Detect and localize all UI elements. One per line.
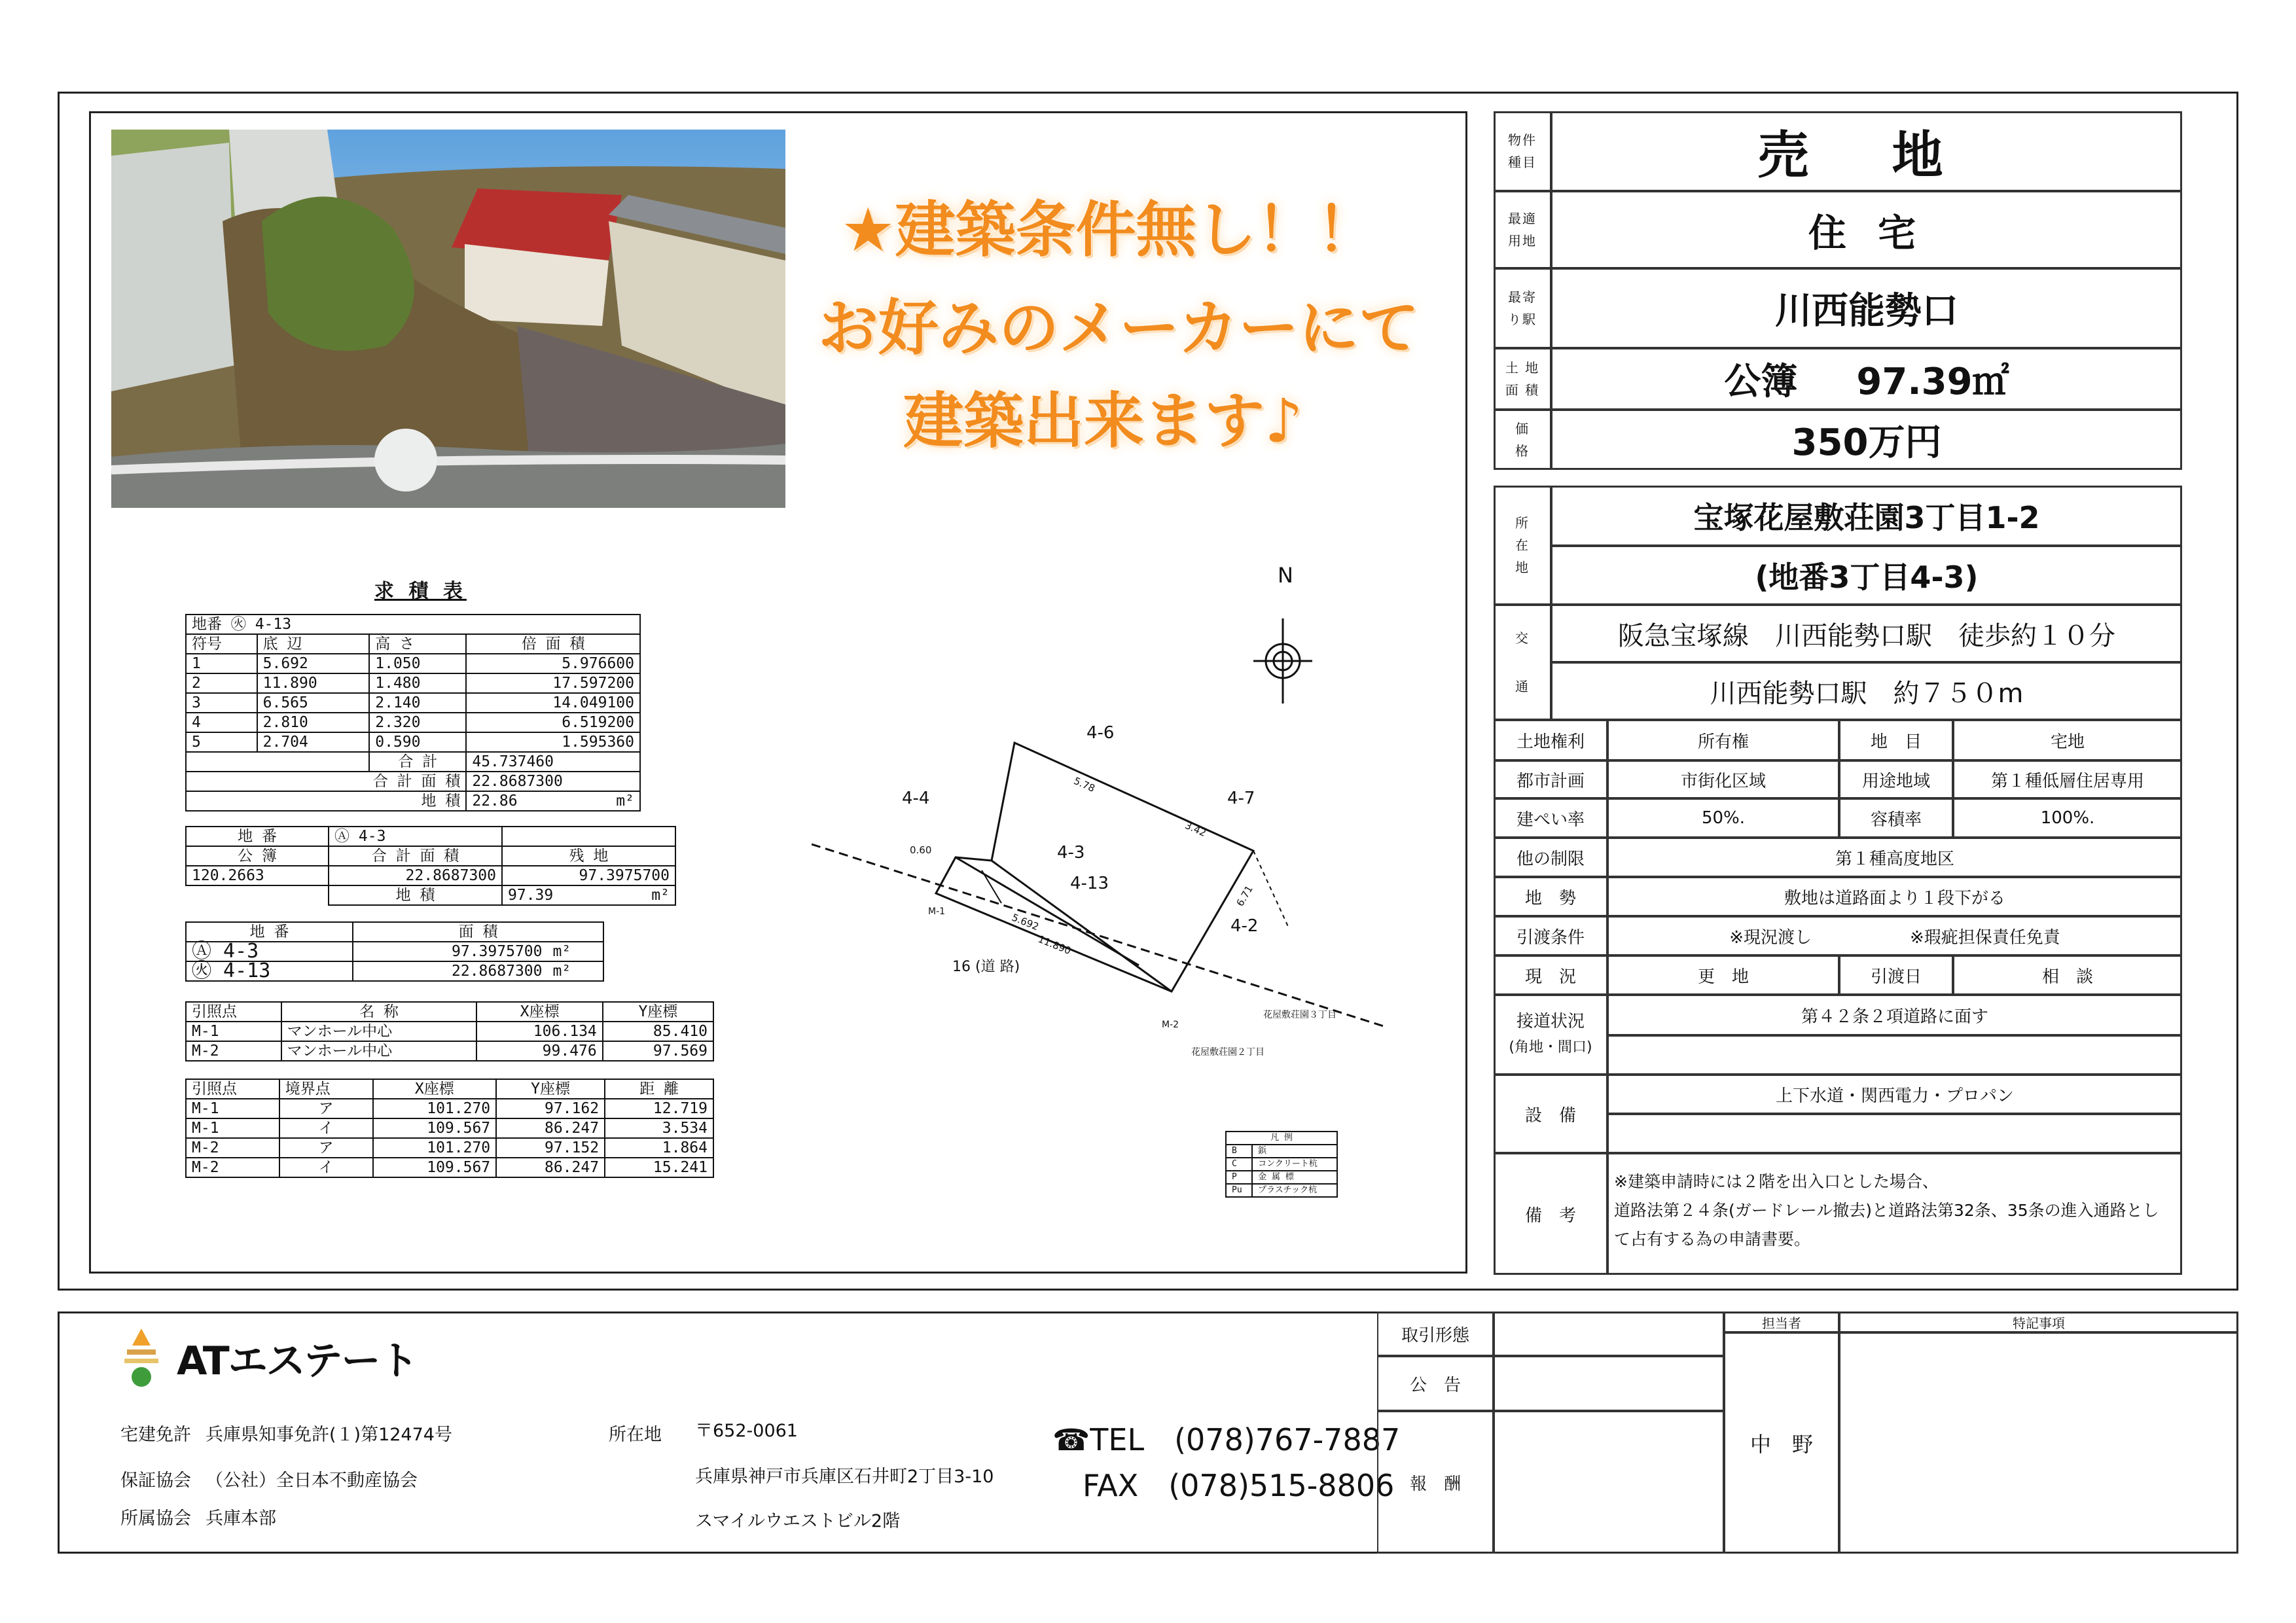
plan-label: 16 (道 路): [952, 959, 1020, 975]
zoning-value: 第１種低層住居専用: [1953, 760, 2182, 798]
t1-land-unit: m²: [616, 793, 634, 810]
land-right-value: 所有権: [1607, 720, 1839, 760]
t1-col: 符号: [186, 634, 257, 654]
t3-col: 地 番: [186, 922, 353, 942]
t1-cell: 5: [186, 732, 257, 752]
staff-label: 担当者: [1724, 1311, 1839, 1332]
t2-cell: 22.8687300: [329, 866, 502, 885]
coverage-value: 50%.: [1607, 798, 1839, 838]
plan-legend: [1225, 1131, 1338, 1198]
t5-cell: 86.247: [496, 1118, 605, 1138]
restriction-label: 他の制限: [1494, 838, 1607, 877]
land-right-label: 土地権利: [1494, 720, 1607, 760]
t3-col: 面 積: [353, 922, 603, 942]
t2-unit: m²: [651, 887, 670, 904]
station-label: 最寄 り駅: [1494, 268, 1551, 348]
area-kind: 公簿: [1724, 361, 1798, 403]
t1-col: 高 さ: [369, 634, 466, 654]
t1-header-value: ㊋ 4-13: [230, 616, 292, 633]
t2-cell: 120.2663: [186, 866, 329, 885]
transport-line1: 阪急宝塚線 川西能勢口駅 徒歩約１０分: [1551, 605, 2182, 662]
t4-cell: M-2: [186, 1041, 281, 1061]
t1-total-label: 合 計: [369, 752, 466, 772]
t1-cell: 17.597200: [466, 673, 640, 693]
t2-col2: 合 計 面 積: [329, 846, 502, 866]
t3-cell: 22.8687300: [353, 961, 547, 981]
license-value: 兵庫県知事免許(１)第12474号: [206, 1425, 452, 1445]
tel: ☎TEL (078)767-7887: [1052, 1422, 1401, 1457]
t2-col2: 公 簿: [186, 846, 329, 866]
t1-area-label: 合 計 面 積: [186, 772, 466, 791]
station-value: 川西能勢口: [1551, 268, 2182, 348]
plan-dim: 5.692: [1010, 911, 1041, 933]
type-label: 物件 種目: [1494, 111, 1551, 191]
road-value: 第４２条２項道路に面す: [1607, 995, 2182, 1035]
plan-dim: 6.71: [1234, 883, 1255, 908]
t5-cell: M-2: [186, 1138, 279, 1158]
use-label: 最適 用地: [1494, 191, 1551, 268]
t2-land: 97.39: [508, 887, 554, 904]
delivery-value-cell: [1607, 916, 2182, 955]
t4-col: 引照点: [186, 1002, 281, 1022]
ad-value: [1494, 1356, 1724, 1411]
road-label: 接道状況 (角地・間口): [1494, 995, 1607, 1075]
company-logo: [123, 1327, 160, 1390]
catch-line-2: お好みのメーカーにて: [818, 293, 1420, 363]
t4-cell: M-1: [186, 1022, 281, 1041]
remarks-value: [1607, 1153, 2182, 1275]
company-name: ATエステート: [177, 1338, 418, 1384]
status-label: 現 況: [1494, 955, 1607, 995]
delivery-value2: ※瑕疵担保責任免責: [1910, 927, 2060, 948]
t1-cell: 14.049100: [466, 693, 640, 713]
t5-col: X座標: [373, 1079, 497, 1099]
address2: スマイルウエストビル2階: [695, 1511, 901, 1531]
type-value: 売 地: [1551, 111, 2182, 191]
guarantee-value: （公社）全日本不動産協会: [206, 1471, 418, 1491]
terrain-label: 地 勢: [1494, 877, 1607, 916]
chimoku-value: 宅地: [1953, 720, 2182, 760]
t4-cell: 85.410: [603, 1022, 713, 1041]
road-value-empty: [1607, 1035, 2182, 1075]
city-plan-label: 都市計画: [1494, 760, 1607, 798]
t1-cell: 5.692: [257, 654, 370, 673]
catch-line-3: 建築出来ます♪: [903, 386, 1303, 456]
member-label: 所属協会: [120, 1508, 191, 1529]
t1-cell: 6.519200: [466, 713, 640, 732]
t1-cell: 3: [186, 693, 257, 713]
t1-cell: 11.890: [257, 673, 370, 693]
t1-cell: 2.140: [369, 693, 466, 713]
plan-label: 4-4: [902, 789, 930, 808]
t5-cell: 109.567: [373, 1118, 497, 1138]
t1-cell: 2.704: [257, 732, 370, 752]
remaining-area-table: [185, 826, 676, 906]
far-value: 100%.: [1953, 798, 2182, 838]
transport-label: 交 通: [1494, 605, 1551, 720]
handover-label: 引渡日: [1839, 955, 1953, 995]
legend-code: Pu: [1226, 1184, 1252, 1197]
plan-dim: 3.42: [1183, 819, 1208, 840]
notes-label: 特記事項: [1839, 1311, 2238, 1332]
guarantee-label: 保証協会: [120, 1471, 191, 1491]
t1-cell: 2.810: [257, 713, 370, 732]
deal-value: [1494, 1311, 1724, 1356]
t1-area: 22.8687300: [466, 772, 640, 791]
t5-cell: 109.567: [373, 1158, 497, 1177]
t1-header-label: 地番: [192, 616, 222, 633]
t3-cell: ㊋ 4-13: [186, 961, 353, 981]
t5-cell: イ: [279, 1118, 373, 1138]
legend-code: B: [1226, 1145, 1252, 1158]
notes-value: [1839, 1332, 2238, 1554]
remarks-line: て占有する為の申請書要。: [1614, 1230, 1811, 1249]
plan-label: 4-6: [1086, 723, 1115, 743]
legend-desc: 鋲: [1252, 1145, 1337, 1158]
fax: FAX (078)515-8806: [1083, 1468, 1395, 1503]
legend-code: P: [1226, 1171, 1252, 1184]
t1-cell: 1.050: [369, 654, 466, 673]
plan-dim: 11.890: [1036, 933, 1073, 957]
t4-cell: 106.134: [476, 1022, 602, 1041]
address-label: 所在地: [609, 1425, 662, 1445]
zip: 〒652-0061: [695, 1421, 798, 1441]
t5-cell: 86.247: [496, 1158, 605, 1177]
site-photo: [111, 130, 785, 508]
t1-total: 45.737460: [466, 752, 640, 772]
member-value: 兵庫本部: [206, 1508, 276, 1529]
t4-cell: 99.476: [476, 1041, 602, 1061]
plan-label: 花屋敷荘園３丁目: [1263, 1010, 1336, 1020]
t3-cell: 97.3975700: [353, 942, 547, 961]
fee-label: 報 酬: [1377, 1411, 1494, 1554]
ad-label: 公 告: [1377, 1356, 1494, 1411]
coverage-label: 建ぺい率: [1494, 798, 1607, 838]
t4-col: X座標: [476, 1002, 602, 1022]
area-calc-table: [185, 614, 641, 812]
plan-label: 4-7: [1227, 789, 1255, 808]
site-plan: [812, 563, 1401, 1073]
plan-label: 4-3: [1057, 843, 1085, 863]
t5-cell: 12.719: [605, 1099, 713, 1118]
t5-cell: 1.864: [605, 1138, 713, 1158]
t5-cell: 97.152: [496, 1138, 605, 1158]
area-label: 土 地 面 積: [1494, 348, 1551, 410]
use-value: 住 宅: [1551, 191, 2182, 268]
legend-desc: プラスチック杭: [1252, 1184, 1337, 1197]
staff-value: 中 野: [1724, 1332, 1839, 1554]
location-line2: (地番3丁目4-3): [1551, 546, 2182, 605]
t5-cell: 3.534: [605, 1118, 713, 1138]
boundary-point-table: [185, 1079, 714, 1178]
delivery-label: 引渡条件: [1494, 916, 1607, 955]
survey-title: 求 積 表: [374, 580, 467, 603]
t1-land-label: 地 積: [186, 791, 466, 811]
t5-cell: M-1: [186, 1099, 279, 1118]
t3-cell: m²: [548, 961, 604, 981]
far-label: 容積率: [1839, 798, 1953, 838]
area-value: 97.39㎡: [1856, 361, 2009, 403]
remarks-label: 備 考: [1494, 1153, 1607, 1275]
t2-land-label: 地 積: [329, 885, 502, 905]
t2-cell: 97.3975700: [502, 866, 675, 885]
t1-col: 底 辺: [257, 634, 370, 654]
t5-cell: M-1: [186, 1118, 279, 1138]
t4-cell: 97.569: [603, 1041, 713, 1061]
handover-value: 相 談: [1953, 955, 2182, 995]
t5-cell: 101.270: [373, 1099, 497, 1118]
t2-col: Ⓐ 4-3: [329, 827, 502, 846]
city-plan-value: 市街化区域: [1607, 760, 1839, 798]
plan-label: 4-13: [1070, 874, 1109, 893]
north-label: N: [1278, 563, 1293, 588]
zoning-label: 用途地域: [1839, 760, 1953, 798]
t4-col: Y座標: [603, 1002, 713, 1022]
t1-cell: 5.976600: [466, 654, 640, 673]
t5-col: 境界点: [279, 1079, 373, 1099]
t1-land: 22.86: [472, 793, 518, 810]
legend-title: 凡 例: [1226, 1132, 1337, 1145]
facility-value: 上下水道・関西電力・プロパン: [1607, 1075, 2182, 1114]
t2-col: 地 番: [186, 827, 329, 846]
t1-cell: 2.320: [369, 713, 466, 732]
legend-code: C: [1226, 1158, 1252, 1171]
t5-cell: 15.241: [605, 1158, 713, 1177]
t1-cell: 6.565: [257, 693, 370, 713]
plan-label: M-1: [928, 906, 946, 917]
t1-cell: 1.480: [369, 673, 466, 693]
t5-cell: 97.162: [496, 1099, 605, 1118]
remarks-line: ※建築申請時には２階を出入口とした場合、: [1614, 1172, 1939, 1191]
t4-cell: マンホール中心: [281, 1041, 477, 1061]
location-label: 所 在 地: [1494, 486, 1551, 605]
t5-col: Y座標: [496, 1079, 605, 1099]
t4-col: 名 称: [281, 1002, 477, 1022]
plan-dim: 0.60: [910, 844, 932, 856]
t5-cell: イ: [279, 1158, 373, 1177]
facility-value-empty: [1607, 1114, 2182, 1153]
address1: 兵庫県神戸市兵庫区石井町2丁目3-10: [695, 1467, 994, 1487]
remarks-line: 道路法第２４条(ガードレール撤去)と道路法第32条、35条の進入通路とし: [1614, 1201, 2159, 1220]
legend-desc: 金 属 標: [1252, 1171, 1337, 1184]
deal-label: 取引形態: [1377, 1311, 1494, 1356]
reference-point-table: [185, 1001, 714, 1061]
t5-cell: 101.270: [373, 1138, 497, 1158]
t1-cell: 0.590: [369, 732, 466, 752]
status-value: 更 地: [1607, 955, 1839, 995]
lot-area-table: [185, 921, 604, 982]
t1-cell: 2: [186, 673, 257, 693]
fee-value: [1494, 1411, 1724, 1554]
terrain-value: 敷地は道路面より１段下がる: [1607, 877, 2182, 916]
t2-col2: 残 地: [502, 846, 675, 866]
price-label: 価 格: [1494, 410, 1551, 470]
plan-dim: 5.78: [1071, 774, 1097, 795]
t5-col: 距 離: [605, 1079, 713, 1099]
chimoku-label: 地 目: [1839, 720, 1953, 760]
plan-label: 花屋敷荘園２丁目: [1191, 1047, 1265, 1058]
t3-cell: m²: [548, 942, 604, 961]
t1-col: 倍 面 積: [466, 634, 640, 654]
t5-cell: ア: [279, 1138, 373, 1158]
t5-cell: M-2: [186, 1158, 279, 1177]
license-label: 宅建免許: [120, 1425, 191, 1445]
plan-label: 4-2: [1230, 916, 1259, 936]
legend-desc: コンクリート杭: [1252, 1158, 1337, 1171]
t3-cell: Ⓐ 4-3: [186, 942, 353, 961]
facility-label: 設 備: [1494, 1075, 1607, 1153]
t4-cell: マンホール中心: [281, 1022, 477, 1041]
transport-line2: 川西能勢口駅 約７５０m: [1551, 662, 2182, 720]
catch-line-1: ★建築条件無し！！: [841, 195, 1377, 265]
restriction-value: 第１種高度地区: [1607, 838, 2182, 877]
t5-cell: ア: [279, 1099, 373, 1118]
t1-cell: 1.595360: [466, 732, 640, 752]
plan-label: M-2: [1162, 1020, 1179, 1030]
area-value-cell: [1551, 348, 2182, 410]
t1-cell: 4: [186, 713, 257, 732]
delivery-value1: ※現況渡し: [1729, 927, 1812, 948]
t5-col: 引照点: [186, 1079, 279, 1099]
t1-cell: 1: [186, 654, 257, 673]
location-line1: 宝塚花屋敷荘園3丁目1-2: [1551, 486, 2182, 546]
price-value: 350万円: [1551, 410, 2182, 470]
